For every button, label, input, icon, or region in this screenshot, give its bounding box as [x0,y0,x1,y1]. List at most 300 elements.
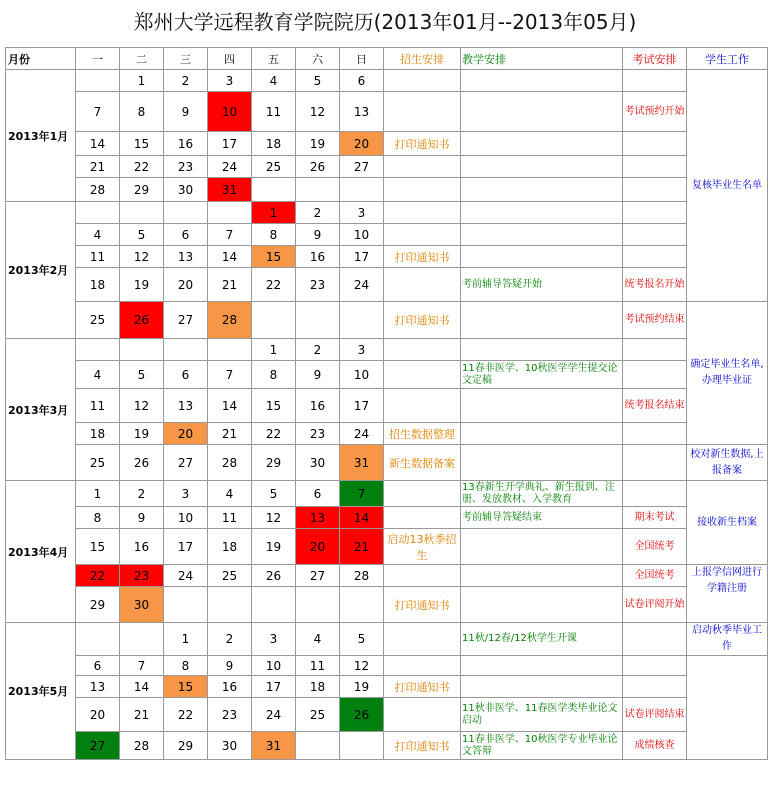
day-cell-sat [296,732,340,760]
day-cell-tue [120,202,164,224]
recruitment-note: 打印通知书 [384,587,461,623]
day-cell-tue: 19 [120,423,164,445]
day-cell-mon: 13 [76,676,120,698]
teaching-note [461,587,623,623]
teaching-note: 11秋/12春/12秋学生开课 [461,623,623,656]
day-cell-mon: 29 [76,587,120,623]
exam-note [623,132,687,156]
exam-note [623,423,687,445]
teaching-note: 11春非医学、10秋医学专业毕业论文答辩 [461,732,623,760]
calendar-row [6,132,768,156]
exam-note [623,656,687,676]
day-cell-tue [120,623,164,656]
day-cell-fri: 31 [252,732,296,760]
recruitment-note [384,70,461,92]
day-cell-sat: 23 [296,423,340,445]
day-cell-sat: 9 [296,224,340,246]
recruitment-note: 新生数据备案 [384,445,461,481]
school-calendar-table [5,47,768,760]
day-cell-sat: 5 [296,70,340,92]
recruitment-note: 打印通知书 [384,676,461,698]
day-cell-mon [76,70,120,92]
day-cell-fri: 25 [252,156,296,178]
day-cell-wed: 16 [164,132,208,156]
day-cell-tue: 26 [120,302,164,339]
day-cell-tue: 23 [120,565,164,587]
calendar-row [6,676,768,698]
day-cell-mon: 1 [76,481,120,507]
student-work-note: 复核毕业生名单 [687,70,768,302]
day-cell-wed: 6 [164,361,208,389]
day-cell-wed: 30 [164,178,208,202]
recruitment-note [384,481,461,507]
day-cell-sun: 7 [340,481,384,507]
exam-note [623,445,687,481]
day-cell-thu [208,339,252,361]
day-cell-tue: 26 [120,445,164,481]
day-cell-tue: 21 [120,698,164,732]
student-work-note: 确定毕业生名单,办理毕业证 [687,302,768,445]
day-cell-sat: 6 [296,481,340,507]
recruitment-note: 招生数据整理 [384,423,461,445]
day-cell-sat: 4 [296,623,340,656]
exam-note [623,481,687,507]
day-cell-sun: 6 [340,70,384,92]
teaching-note: 考前辅导答疑结束 [461,507,623,529]
day-cell-thu: 4 [208,481,252,507]
day-cell-mon: 15 [76,529,120,565]
day-cell-thu: 28 [208,302,252,339]
day-cell-wed: 13 [164,389,208,423]
day-cell-wed: 24 [164,565,208,587]
day-cell-mon: 18 [76,268,120,302]
calendar-row [6,92,768,132]
day-cell-sat: 20 [296,529,340,565]
teaching-note [461,178,623,202]
exam-note [623,623,687,656]
day-cell-sun: 28 [340,565,384,587]
exam-note: 成绩核查 [623,732,687,760]
month-label: 2013年4月 [6,481,76,623]
day-cell-thu: 7 [208,224,252,246]
recruitment-note [384,656,461,676]
calendar-row [6,361,768,389]
day-cell-fri: 24 [252,698,296,732]
header-thu: 四 [208,48,252,70]
day-cell-thu: 7 [208,361,252,389]
day-cell-fri: 22 [252,423,296,445]
day-cell-wed: 10 [164,507,208,529]
day-cell-sun: 20 [340,132,384,156]
exam-note: 全国统考 [623,565,687,587]
page-title: 郑州大学远程教育学院院历(2013年01月--2013年05月) [133,10,637,34]
calendar-row [6,302,768,339]
day-cell-sat [296,178,340,202]
teaching-note: 11秋非医学、11春医学类毕业论文启动 [461,698,623,732]
day-cell-tue: 28 [120,732,164,760]
header-fri: 五 [252,48,296,70]
recruitment-note [384,92,461,132]
recruitment-note [384,178,461,202]
header-mon: 一 [76,48,120,70]
calendar-row [6,656,768,676]
day-cell-fri: 5 [252,481,296,507]
calendar-row [6,445,768,481]
day-cell-thu: 10 [208,92,252,132]
day-cell-fri: 26 [252,565,296,587]
day-cell-thu: 25 [208,565,252,587]
day-cell-sun [340,178,384,202]
calendar-row [6,423,768,445]
day-cell-fri: 4 [252,70,296,92]
day-cell-thu: 17 [208,132,252,156]
day-cell-sat: 16 [296,389,340,423]
exam-note [623,676,687,698]
day-cell-sun: 24 [340,423,384,445]
day-cell-mon: 18 [76,423,120,445]
day-cell-sat [296,587,340,623]
teaching-note [461,423,623,445]
day-cell-thu: 3 [208,70,252,92]
teaching-note [461,202,623,224]
day-cell-wed [164,587,208,623]
recruitment-note: 打印通知书 [384,302,461,339]
day-cell-mon [76,339,120,361]
day-cell-fri: 10 [252,656,296,676]
day-cell-sun: 19 [340,676,384,698]
day-cell-thu: 21 [208,423,252,445]
day-cell-sat: 25 [296,698,340,732]
day-cell-wed: 20 [164,423,208,445]
day-cell-wed: 29 [164,732,208,760]
exam-note [623,339,687,361]
day-cell-tue: 2 [120,481,164,507]
calendar-row [6,178,768,202]
exam-note: 试卷评阅开始 [623,587,687,623]
day-cell-mon: 25 [76,302,120,339]
day-cell-tue: 29 [120,178,164,202]
day-cell-wed: 27 [164,302,208,339]
student-work-note: 接收新生档案 [687,481,768,565]
day-cell-mon: 25 [76,445,120,481]
day-cell-fri: 22 [252,268,296,302]
day-cell-sat: 2 [296,202,340,224]
header-month: 月份 [6,48,76,70]
day-cell-mon: 28 [76,178,120,202]
day-cell-sun [340,302,384,339]
recruitment-note: 打印通知书 [384,246,461,268]
day-cell-sun: 17 [340,389,384,423]
day-cell-fri: 1 [252,339,296,361]
day-cell-sat: 2 [296,339,340,361]
day-cell-wed: 15 [164,676,208,698]
day-cell-tue: 9 [120,507,164,529]
day-cell-mon: 14 [76,132,120,156]
calendar-row [6,156,768,178]
day-cell-wed: 17 [164,529,208,565]
teaching-note [461,445,623,481]
recruitment-note [384,224,461,246]
calendar-row [6,339,768,361]
recruitment-note [384,389,461,423]
recruitment-note [384,339,461,361]
day-cell-fri: 29 [252,445,296,481]
day-cell-sat: 18 [296,676,340,698]
calendar-row [6,481,768,507]
day-cell-fri: 11 [252,92,296,132]
teaching-note: 11春非医学、10秋医学学生提交论文定稿 [461,361,623,389]
day-cell-sun: 3 [340,339,384,361]
day-cell-thu [208,587,252,623]
calendar-row [6,224,768,246]
day-cell-sun: 12 [340,656,384,676]
day-cell-wed: 20 [164,268,208,302]
calendar-row [6,623,768,656]
day-cell-wed: 6 [164,224,208,246]
teaching-note [461,565,623,587]
recruitment-note: 打印通知书 [384,732,461,760]
day-cell-tue: 5 [120,224,164,246]
day-cell-thu: 28 [208,445,252,481]
month-label: 2013年2月 [6,202,76,339]
student-work-note [687,656,768,760]
calendar-row [6,507,768,529]
day-cell-sun: 21 [340,529,384,565]
month-label: 2013年1月 [6,70,76,202]
day-cell-fri [252,587,296,623]
header-sat: 六 [296,48,340,70]
teaching-note [461,70,623,92]
day-cell-thu: 30 [208,732,252,760]
day-cell-fri: 8 [252,224,296,246]
day-cell-tue: 15 [120,132,164,156]
exam-note [623,361,687,389]
exam-note: 期末考试 [623,507,687,529]
exam-note: 统考报名结束 [623,389,687,423]
day-cell-fri: 18 [252,132,296,156]
day-cell-fri: 17 [252,676,296,698]
day-cell-wed [164,202,208,224]
day-cell-mon: 6 [76,656,120,676]
day-cell-tue: 8 [120,92,164,132]
teaching-note [461,302,623,339]
day-cell-tue [120,339,164,361]
day-cell-sun: 24 [340,268,384,302]
day-cell-thu: 2 [208,623,252,656]
day-cell-sat: 27 [296,565,340,587]
exam-note [623,178,687,202]
day-cell-sun: 26 [340,698,384,732]
exam-note [623,202,687,224]
calendar-row [6,565,768,587]
day-cell-sun: 14 [340,507,384,529]
day-cell-wed: 2 [164,70,208,92]
day-cell-fri: 1 [252,202,296,224]
day-cell-sat: 19 [296,132,340,156]
calendar-row [6,698,768,732]
day-cell-wed: 13 [164,246,208,268]
day-cell-wed [164,339,208,361]
day-cell-fri: 12 [252,507,296,529]
day-cell-sun: 31 [340,445,384,481]
day-cell-tue: 14 [120,676,164,698]
day-cell-tue: 7 [120,656,164,676]
day-cell-thu: 23 [208,698,252,732]
header-student-work: 学生工作 [687,48,768,70]
teaching-note [461,389,623,423]
day-cell-fri [252,302,296,339]
day-cell-sat: 26 [296,156,340,178]
teaching-note [461,676,623,698]
exam-note: 全国统考 [623,529,687,565]
day-cell-mon [76,623,120,656]
header-wed: 三 [164,48,208,70]
recruitment-note [384,268,461,302]
day-cell-mon: 21 [76,156,120,178]
day-cell-mon: 11 [76,246,120,268]
day-cell-fri: 3 [252,623,296,656]
exam-note [623,156,687,178]
day-cell-thu: 24 [208,156,252,178]
day-cell-sat [296,302,340,339]
student-work-note: 校对新生数据,上报备案 [687,445,768,481]
header-tue: 二 [120,48,164,70]
day-cell-mon: 11 [76,389,120,423]
day-cell-tue: 12 [120,246,164,268]
day-cell-mon: 22 [76,565,120,587]
day-cell-fri: 8 [252,361,296,389]
day-cell-wed: 23 [164,156,208,178]
day-cell-sat: 11 [296,656,340,676]
day-cell-tue: 19 [120,268,164,302]
day-cell-wed: 9 [164,92,208,132]
day-cell-wed: 27 [164,445,208,481]
day-cell-sun [340,732,384,760]
header-sun: 日 [340,48,384,70]
day-cell-tue: 30 [120,587,164,623]
day-cell-sat: 16 [296,246,340,268]
day-cell-thu [208,202,252,224]
day-cell-fri [252,178,296,202]
calendar-row [6,732,768,760]
day-cell-thu: 31 [208,178,252,202]
day-cell-mon: 8 [76,507,120,529]
day-cell-sat: 9 [296,361,340,389]
teaching-note [461,656,623,676]
day-cell-tue: 16 [120,529,164,565]
day-cell-sun: 5 [340,623,384,656]
header-recruitment: 招生安排 [384,48,461,70]
day-cell-wed: 22 [164,698,208,732]
calendar-row [6,202,768,224]
recruitment-note [384,361,461,389]
student-work-note: 启动秋季毕业工作 [687,623,768,656]
day-cell-thu: 16 [208,676,252,698]
month-label: 2013年3月 [6,339,76,481]
header-exam: 考试安排 [623,48,687,70]
day-cell-thu: 11 [208,507,252,529]
day-cell-thu: 14 [208,389,252,423]
teaching-note [461,132,623,156]
day-cell-thu: 14 [208,246,252,268]
calendar-row [6,246,768,268]
day-cell-fri: 19 [252,529,296,565]
exam-note [623,224,687,246]
month-label: 2013年5月 [6,623,76,760]
exam-note: 考试预约开始 [623,92,687,132]
day-cell-sun: 27 [340,156,384,178]
recruitment-note [384,623,461,656]
teaching-note [461,529,623,565]
day-cell-tue: 5 [120,361,164,389]
day-cell-sat: 23 [296,268,340,302]
day-cell-thu: 9 [208,656,252,676]
day-cell-sun: 17 [340,246,384,268]
day-cell-thu: 18 [208,529,252,565]
recruitment-note [384,156,461,178]
day-cell-mon: 4 [76,224,120,246]
day-cell-sat: 12 [296,92,340,132]
teaching-note [461,339,623,361]
day-cell-wed: 3 [164,481,208,507]
teaching-note: 考前辅导答疑开始 [461,268,623,302]
day-cell-fri: 15 [252,246,296,268]
day-cell-sat: 30 [296,445,340,481]
calendar-row [6,587,768,623]
student-work-note: 上报学信网进行学籍注册 [687,565,768,623]
recruitment-note: 打印通知书 [384,132,461,156]
day-cell-sat: 13 [296,507,340,529]
day-cell-mon: 27 [76,732,120,760]
day-cell-sun: 13 [340,92,384,132]
day-cell-mon: 4 [76,361,120,389]
day-cell-tue: 1 [120,70,164,92]
day-cell-mon [76,202,120,224]
day-cell-sun: 10 [340,361,384,389]
day-cell-sun: 10 [340,224,384,246]
calendar-row [6,70,768,92]
day-cell-thu: 21 [208,268,252,302]
recruitment-note [384,565,461,587]
exam-note: 考试预约结束 [623,302,687,339]
calendar-row [6,268,768,302]
exam-note: 统考报名开始 [623,268,687,302]
teaching-note [461,224,623,246]
recruitment-note [384,202,461,224]
day-cell-tue: 22 [120,156,164,178]
day-cell-sun: 3 [340,202,384,224]
day-cell-mon: 7 [76,92,120,132]
header-row [6,48,768,70]
recruitment-note: 启动13秋季招生 [384,529,461,565]
day-cell-wed: 1 [164,623,208,656]
recruitment-note [384,507,461,529]
exam-note: 试卷评阅结束 [623,698,687,732]
calendar-row [6,389,768,423]
teaching-note: 13春新生开学典礼、新生报到、注册、发放教材、入学教育 [461,481,623,507]
day-cell-wed: 8 [164,656,208,676]
teaching-note [461,246,623,268]
exam-note [623,246,687,268]
header-teaching: 教学安排 [461,48,623,70]
exam-note [623,70,687,92]
day-cell-mon: 20 [76,698,120,732]
day-cell-sun [340,587,384,623]
recruitment-note [384,698,461,732]
day-cell-tue: 12 [120,389,164,423]
teaching-note [461,156,623,178]
teaching-note [461,92,623,132]
